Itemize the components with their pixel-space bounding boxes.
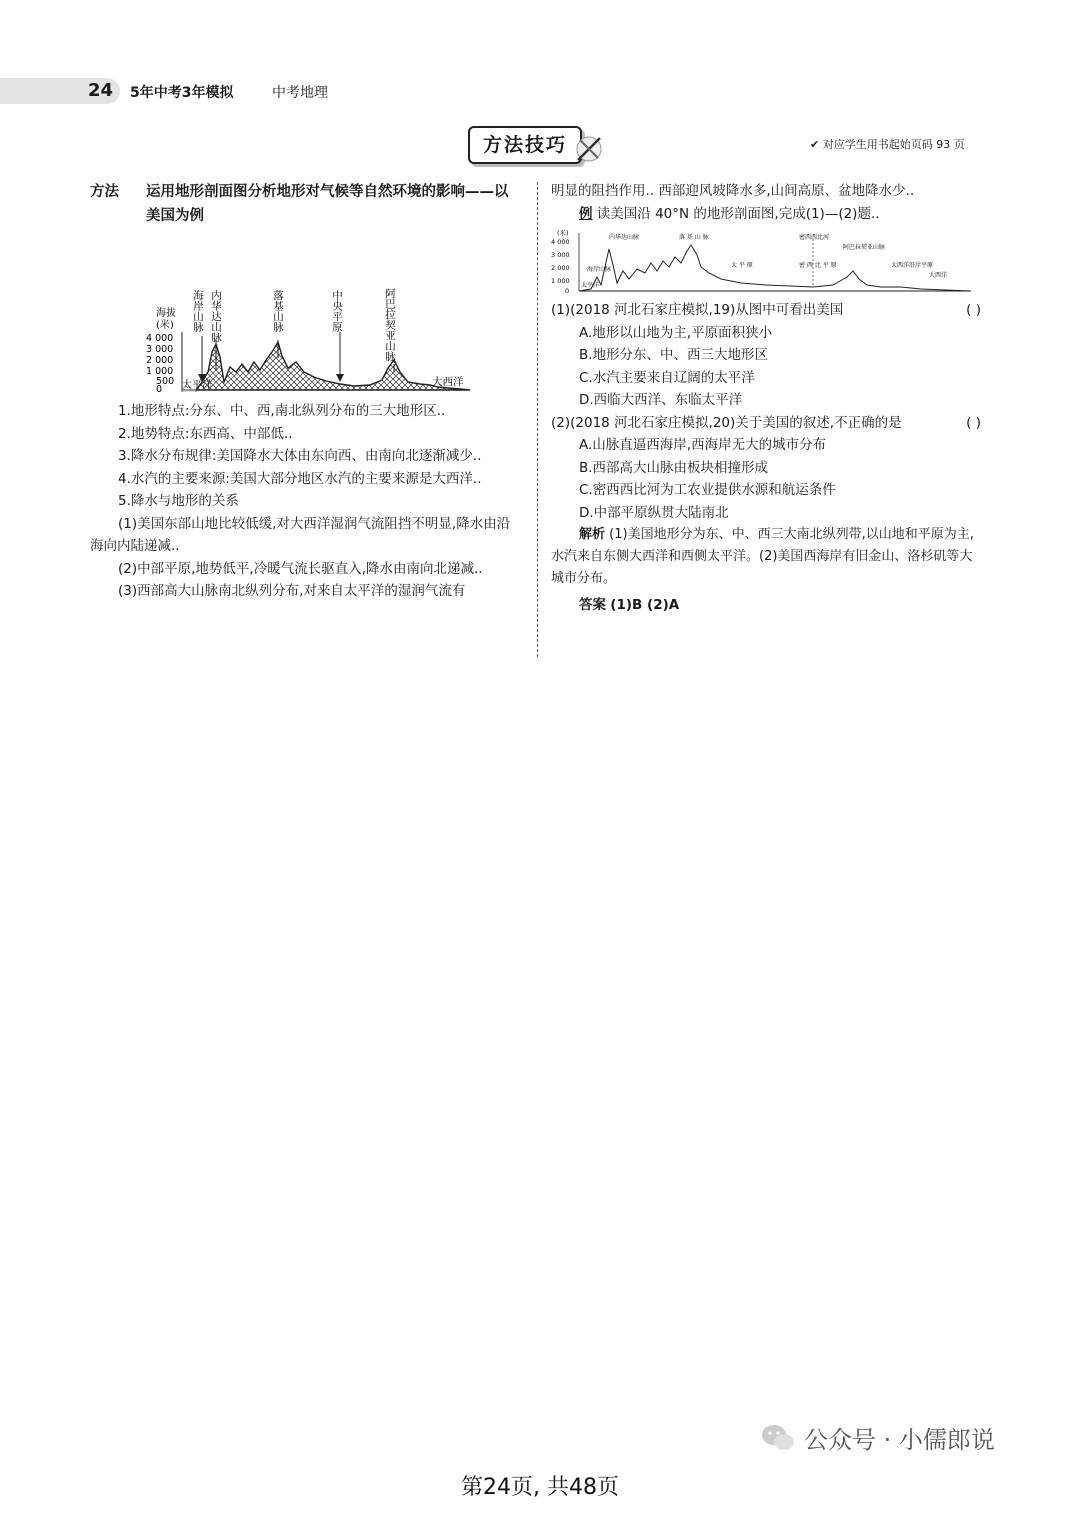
- rocky-label: 落 基 山 脉: [679, 234, 709, 241]
- option-d: D.中部平原纵贯大陆南北: [579, 504, 729, 521]
- section-title: 方法技巧: [468, 126, 582, 164]
- y-tick-4000: 4 000: [551, 238, 570, 246]
- appalachian-label: 阿巴拉契亚山脉: [843, 244, 886, 251]
- atlantic-label: 大西洋: [929, 272, 948, 279]
- question-stem: [551, 299, 981, 322]
- check-circle-icon: ✔: [810, 138, 820, 151]
- y-tick-0: 0: [156, 384, 163, 392]
- paragraph: (3)西部高大山脉南北纵列分布,对来自太平洋的湿润气流有: [118, 583, 466, 599]
- answer-blank: ( ): [966, 302, 981, 318]
- question-text: (2)(2018 河北石家庄模拟,20)关于美国的叙述,不正确的是: [551, 414, 902, 431]
- paragraph: (1)美国东部山地比较低缓,对大西洋湿润气流阻挡不明显,降水由沿海向内陆递减..: [90, 515, 511, 554]
- label-plain: [331, 289, 344, 382]
- answer-line: [551, 594, 981, 617]
- method-title: 运用地形剖面图分析地形对气候等自然环境的影响——以美国为例: [146, 184, 509, 224]
- watermark-text: 公众号 · 小儒郎说: [804, 1426, 995, 1454]
- paragraph: 5.降水与地形的关系: [118, 493, 239, 509]
- continuation-text: 明显的阻挡作用.. 西部迎风坡降水多,山间高原、盆地降水少..: [551, 183, 915, 199]
- central-plain-label: 中央平原: [331, 290, 343, 332]
- subject-label: 中考地理: [272, 85, 328, 101]
- book-title: 5年中考3年模拟: [130, 85, 234, 101]
- miss-plain-label: 密 西 比 平 原: [799, 262, 837, 269]
- nevada-label: 内华达山脉: [210, 290, 222, 343]
- plains-label: 大 平 原: [731, 262, 753, 269]
- option-c: C.水汽主要来自辽阔的太平洋: [579, 369, 755, 386]
- option-a: A.地形以山地为主,平原面积狭小: [579, 324, 773, 341]
- page-number: 24: [88, 80, 114, 101]
- terrain-profile: [196, 342, 470, 390]
- pencil-ruler-icon: [572, 134, 606, 164]
- y-tick-4000: 4 000: [146, 333, 174, 344]
- reference-note-text: 对应学生用书起始页码 93 页: [822, 138, 965, 151]
- atlantic-plain-label: 大西洋沿岸平原: [891, 262, 934, 269]
- wechat-icon: [760, 1423, 796, 1453]
- column-divider: [537, 182, 538, 657]
- mountain-labels: [182, 288, 464, 391]
- example-text: 读美国沿 40°N 的地形剖面图,完成(1)—(2)题..: [596, 205, 880, 222]
- mississippi-label: 密西西比河: [799, 234, 830, 241]
- y-axis-unit: (米): [156, 320, 174, 331]
- y-unit: (米): [557, 229, 569, 237]
- question-text: (1)(2018 河北石家庄模拟,19)从图中可看出美国: [551, 302, 844, 318]
- y-tick-2000: 2 000: [551, 264, 570, 272]
- question-block: [551, 299, 981, 524]
- y-tick-0: 0: [565, 287, 570, 295]
- method-label: 方法: [90, 184, 119, 200]
- y-tick-3000: 3 000: [551, 251, 570, 259]
- option-c: C.密西西比河为工农业提供水源和航运条件: [579, 482, 836, 498]
- terrain-profile-40n-figure: [551, 227, 981, 295]
- watermark: [760, 1420, 995, 1455]
- label-appalachian: [384, 288, 396, 372]
- answer-text: (1)B (2)A: [610, 597, 680, 613]
- option-a: A.山脉直逼西海岸,西海岸无大的城市分布: [579, 437, 827, 453]
- paragraph: (2)中部平原,地势低平,冷暖气流长驱直入,降水由南向北递减..: [118, 560, 483, 577]
- option-b: B.地形分东、中、西三大地形区: [579, 347, 769, 363]
- option-b: B.西部高大山脉由板块相撞形成: [579, 459, 769, 476]
- y-tick-500: 500: [156, 376, 175, 387]
- reference-note: [810, 136, 965, 152]
- coastal-label: 海岸山脉: [587, 266, 612, 273]
- example-line: [551, 203, 981, 226]
- pacific-label: 太平洋: [182, 380, 212, 391]
- example-label: 例: [579, 205, 593, 222]
- appalachian-label: 阿巴拉契亚山脉: [384, 288, 396, 362]
- y-tick-2000: 2 000: [146, 355, 174, 366]
- answer-label: 答案: [579, 597, 606, 613]
- y-tick-1000: 1 000: [551, 277, 570, 285]
- analysis-text: (1)美国地形分为东、中、西三大南北纵列带,以山地和平原为主,水汽来自东侧大西洋和西侧太平洋。(2)美国西海岸有旧金山、洛杉矶等大城市分布。: [551, 527, 974, 586]
- paragraph: 2.地势特点:东西高、中部低..: [118, 425, 293, 442]
- analysis: [551, 524, 981, 590]
- paragraph: 4.水汽的主要来源:美国大部分地区水汽的主要来源是大西洋..: [118, 470, 482, 487]
- rocky-label: 落基山脉: [272, 290, 284, 332]
- answer-blank: ( ): [966, 414, 981, 431]
- y-tick-1000: 1 000: [146, 366, 174, 377]
- method-heading: [90, 180, 522, 228]
- page-footer: 第24页, 共48页: [461, 1475, 619, 1500]
- paragraph: 1.地形特点:分东、中、西,南北纵列分布的三大地形区..: [118, 403, 446, 419]
- paragraph: 3.降水分布规律:美国降水大体由东向西、由南向北逐渐减少..: [118, 448, 482, 464]
- atlantic-label: 大西洋: [432, 376, 464, 388]
- pacific-label: 太平洋: [581, 282, 600, 289]
- y-axis-labels: [551, 228, 570, 295]
- y-tick-3000: 3 000: [146, 344, 174, 355]
- y-axis-label: 海拔: [156, 308, 176, 319]
- coastal-range-label: 海岸山脉: [192, 290, 204, 332]
- question-stem: [551, 412, 981, 435]
- option-d: D.西临大西洋、东临太平洋: [579, 392, 743, 408]
- analysis-label: 解析: [579, 527, 606, 542]
- nevada-label: 内华达山脉: [609, 234, 640, 241]
- left-text-block: [90, 400, 522, 603]
- terrain-profile-figure: [90, 232, 522, 392]
- right-column: [551, 180, 981, 617]
- label-coastal-range: [192, 289, 206, 382]
- plain-arrowhead: [336, 374, 344, 382]
- left-column: [90, 180, 522, 603]
